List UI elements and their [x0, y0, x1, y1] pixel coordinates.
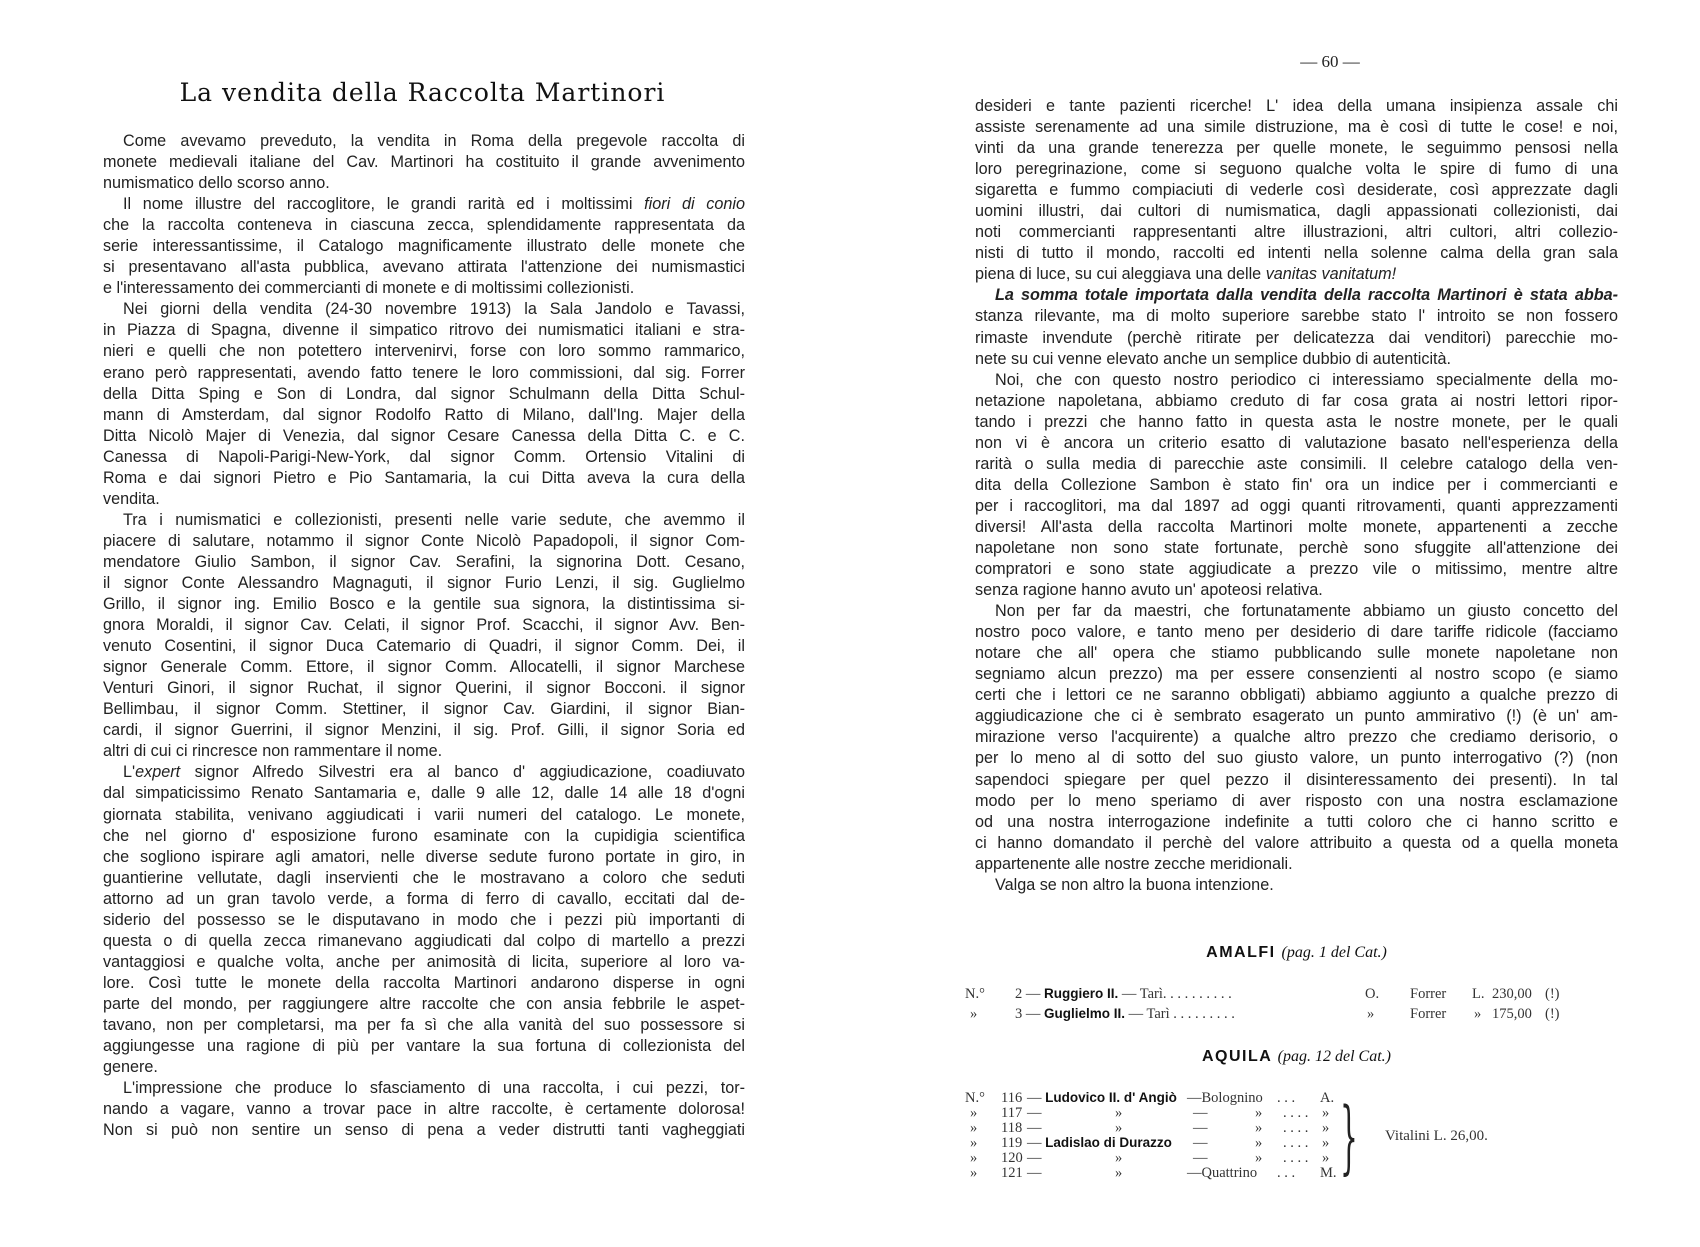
text-line: altri di cui ci rincresce non rammentare il nome.	[103, 742, 443, 761]
catalog-heading-amalfi: AMALFI (pag. 1 del Cat.)	[1206, 944, 1387, 961]
text-line: compratori e sono state aggiudicate a prezzo vile o mitissimo, mentre altre	[975, 560, 1618, 579]
text-line: della Ditta Sping e Son di Londra, dal signor Schulmann della Ditta Schul-	[103, 384, 745, 403]
text-line: Venturi Ginori, il signor Ruchat, il signor Querini, il signor Bocconi. il signor	[103, 679, 745, 698]
text-line: Bellimbau, il signor Comm. Stettiner, il signor Cav. Giardini, il signor Bian-	[103, 700, 745, 719]
text-line: noti commercianti rappresentanti altre illustrazioni, altri cultori, altri collezio-	[975, 223, 1618, 242]
text-line: lore. Così tutte le monete della raccolta Martinori andarono disperse in ogni	[103, 973, 745, 992]
text-line: Tra i numismatici e collezionisti, presenti nelle varie sedute, che avemmo il	[123, 510, 745, 529]
text-line: loro peregrinazione, come si seguono qualche volta le spire di fumo di una	[975, 160, 1618, 179]
text-line	[975, 285, 1618, 306]
text-line: erano però rappresentati, avendo fatto tenere le loro commissioni, dal sig. Forrer	[103, 363, 745, 382]
text-line: od una nostra interrogazione indefinite a tutti coloro che ci hanno scritto e	[975, 812, 1618, 831]
italic-phrase: fiori di conio	[644, 195, 745, 214]
italic-phrase: vanitas vanitatum!	[1265, 265, 1397, 284]
bold-italic-phrase: La somma totale importata dalla vendita della raccolta Martinori è stata abba-	[995, 286, 1618, 305]
article-title: La vendita della Raccolta Martinori	[179, 78, 666, 107]
left-column-text	[103, 131, 745, 1141]
text-line: che sogliono ispirare agli amatori, nelle diverse sedute furono portate in giro, in	[103, 847, 745, 866]
text-line: piena di luce, su cui aleggiava una delle vanitas vanitatum!	[975, 265, 1397, 284]
italic-word: expert	[135, 763, 181, 782]
text-line: rarità o sulla media di parecchie aste consimili. Il celebre catalogo della ven-	[975, 454, 1618, 473]
text-line: Canessa di Napoli-Parigi-New-York, dal signor Comm. Ortensio Vitalini di	[103, 447, 745, 466]
text-line: piacere di salutare, notammo il signor Conte Nicolò Papadopoli, il signor Com-	[103, 531, 745, 550]
text-line: Roma e dai signori Pietro e Pio Santamaria, la cui Ditta aveva la cura della	[103, 468, 745, 487]
right-column-text	[975, 96, 1618, 896]
text-line: parte del mondo, per raggiungere altre raccolte che con ansia febbrile le aspet-	[103, 994, 745, 1013]
text-line: Grillo, il signor ing. Emilio Bosco e la gentile sua signora, la distintissima si-	[103, 595, 745, 614]
text-line: signor Generale Comm. Ettore, il signor Comm. Allocatelli, il signor Marchese	[103, 658, 745, 677]
text-line: monete medievali italiane del Cav. Martinori ha costituito il grande avvenimento	[103, 153, 745, 172]
text-line: numismatico dello scorso anno.	[103, 174, 330, 193]
text-line: sapendoci spiegare per quel pezzo il disinteressamento dei presenti). In tal	[975, 770, 1618, 789]
text-line: genere.	[103, 1058, 158, 1077]
text-line: sigaretta e fummo compiaciuti di vederle così desiderate, così apprezzate dagli	[975, 181, 1618, 200]
catalog-heading-aquila: AQUILA (pag. 12 del Cat.)	[1201, 1048, 1391, 1065]
text-line: appartenente alle nostre zecche meridionali.	[975, 854, 1293, 873]
text-line: desideri e tante pazienti ricerche! L' idea della umana insipienza assale chi	[975, 97, 1618, 115]
text-line: rimaste invendute (perchè ritirate per delicatezza dai venditori) parecchie mo-	[975, 328, 1618, 347]
text-line: diversi! All'asta della raccolta Martinori molte monete, appartenenti a zecche	[975, 517, 1618, 536]
page-number: — 60 —	[1300, 52, 1360, 71]
text-line: che nel giorno d' esposizione furono esaminate con la cupidigia scientifica	[103, 826, 745, 845]
catalog-table-amalfi: N.° 2 — Ruggiero II. — Tarì. . . . . . . . . . O. Forrer L. 230,00 (!) » 3 — Guglielmo II. — Tarì . . . . . . . . . » Forrer » 175,00 (!)	[965, 986, 1560, 1022]
text-line: Ditta Nicolò Majer di Venezia, dal signor Cesare Canessa della Ditta C. e C.	[103, 426, 745, 445]
text-line: tavano, non per completarsi, ma per fa sì che alla vanità del suo possessore si	[103, 1015, 745, 1034]
text-line: mann di Amsterdam, dal signor Rodolfo Ratto di Milano, dall'Ing. Majer della	[103, 405, 745, 424]
text-line: stanza rilevante, ma di molto superiore sarebbe stato l' introito se non fossero	[975, 307, 1618, 326]
text-line: in Piazza di Spagna, divenne il simpatico ritrovo dei numismatici italiani e stra-	[103, 321, 745, 340]
text-line: aggiungesse una ragione di più per vantare la sua fortuna di collezionista del	[103, 1037, 745, 1056]
text-line: senza ragione hanno avuto un' apoteosi relativa.	[975, 581, 1323, 600]
text-line: vendita.	[103, 489, 160, 508]
text-line: mendatore Giulio Sambon, il signor Cav. Serafini, la signorina Dott. Cesano,	[103, 552, 745, 571]
text-line: il signor Conte Alessandro Magnaguti, il signor Furio Lenzi, il sig. Guglielmo	[103, 573, 745, 592]
text-line: Come avevamo preveduto, la vendita in Roma della pregevole raccolta di	[123, 132, 745, 150]
text-line: napoletane non sono state fortunate, perchè sono sfuggite all'attenzione dei	[975, 538, 1618, 557]
text-line: vantaggiosi e qualche volta, anche per animosità di licita, superiore al loro va-	[103, 952, 745, 971]
text-line: nando a vagare, vanno a trovar pace in altre raccolte, è certamente dolorosa!	[103, 1100, 745, 1119]
brace-icon: }	[1340, 1090, 1358, 1183]
text-line: si presentavano all'asta pubblica, avevano attirata l'attenzione dei numismastici	[103, 258, 745, 277]
text-line: nete su cui venne elevato anche un semplice dubbio di autenticità.	[975, 349, 1452, 368]
text-line: e l'interessamento dei commercianti di monete e di moltissimi collezionisti.	[103, 279, 635, 298]
text-line: assiste serenamente ad una simile distruzione, ma è così di tutte le cose! e noi,	[975, 118, 1618, 137]
text-line: L'expert signor Alfredo Silvestri era al banco d' aggiudicazione, coadiuvato	[123, 763, 745, 782]
text-line: non vi è ancora un criterio esatto di valutazione basato nell'esperienza della	[975, 433, 1618, 452]
text-line: netazione napoletana, abbiamo creduto di far cosa grata ai nostri lettori ripor-	[975, 391, 1618, 410]
text-line: nisti di tutto il mondo, raccolti ed intenti nella solenne calma della gran sala	[975, 244, 1618, 263]
text-line: Non per far da maestri, che fortunatamente abbiamo un giusto concetto del	[995, 602, 1618, 621]
text-line: ci hanno domandato il perchè del valore attribuito a questa od a quella moneta	[975, 833, 1618, 852]
text-line: modo per lo meno speriamo di aver risposto con una nostra esclamazione	[975, 791, 1618, 810]
right-page	[850, 0, 1700, 1247]
text-line: Non si può non sentire un senso di pena a veder distrutti tanti vagheggiati	[103, 1121, 745, 1140]
text-line: dal simpaticissimo Renato Santamaria e, dalle 9 alle 12, dalle 14 alle 18 d'ogni	[103, 784, 745, 803]
catalog-table-aquila: N.° 116 — Ludovico II. d' Angiò —Bolognino . . . A. » 117 — » — » . . . . » » 118 — » — » . . . . » » 119 — Ladislao di Durazzo — » . . . . » » 120 — » — » . . . . » » 121 — » —Quattrino . . . M. } Vitalini L. 26,00.	[965, 1090, 1488, 1183]
text-line: dita della Collezione Sambon è stato fin' ora un indice per i commercianti e	[975, 475, 1618, 494]
text-line: Valga se non altro la buona intenzione.	[995, 875, 1274, 894]
text-line: gnora Moraldi, il signor Cav. Celati, il signor Prof. Scacchi, il signor Avv. Ben-	[103, 616, 745, 635]
text-line: guantierine vellutate, dagli inservienti che le mostravano a coloro che seduti	[103, 868, 745, 887]
text-line: Il nome illustre del raccoglitore, le grandi rarità ed i moltissimi fiori di conio	[123, 195, 745, 214]
group-result: Vitalini L. 26,00.	[1385, 1128, 1488, 1144]
text-line: notare che all' opera che stiamo pubblicando sulle monete napoletane non	[975, 644, 1618, 663]
text-line: serie interessantissime, il Catalogo magnificamente illustrato delle monete che	[103, 237, 745, 256]
text-line: attorno ad un gran tavolo verde, a forma di ferro di cavallo, eccitati dal de-	[103, 889, 745, 908]
text-line: Nei giorni della vendita (24-30 novembre 1913) la Sala Jandolo e Tavassi,	[123, 300, 745, 319]
text-line: certi che i lettori ce ne saranno obbligati) abbiamo aggiunto a qualche prezzo di	[975, 686, 1618, 705]
text-line: aggiudicazione che ci è sembrato esagerato un punto ammirativo (!) (è un' am-	[975, 707, 1618, 726]
text-line: vinti da una grande tenerezza per quelle monete, le seguimmo pensosi nella	[975, 139, 1618, 158]
text-line: Noi, che con questo nostro periodico ci interessiamo specialmente della mo-	[995, 370, 1618, 389]
text-line: per lo meno al di sotto del suo giusto valore, un punto interrogativo (?) (non	[975, 749, 1618, 768]
text-line: nostro poco valore, e tanto meno per desiderio di dare tariffe ridicole (facciamo	[975, 623, 1618, 642]
text-line: cardi, il signor Guerrini, il signor Menzini, il sig. Prof. Gilli, il signor Soria ed	[103, 721, 745, 740]
text-line: siderio del possesso se le disputavano in modo che i pezzi più importanti di	[103, 910, 745, 929]
text-line: mirazione verso l'acquirente) a qualche altro prezzo che crediamo derisorio, o	[975, 728, 1618, 747]
text-line: giornata stabilita, venivano aggiudicati i varii numeri del catalogo. Le monete,	[103, 805, 745, 824]
text-line: venuto Cosentini, il signor Duca Catemario di Quadri, il signor Comm. Dei, il	[103, 637, 745, 656]
text-line: segniamo alcun prezzo) ma per essere consenzienti al nostro scopo (e siamo	[975, 665, 1618, 684]
text-line: che la raccolta conteneva in ciascuna zecca, splendidamente rappresentata da	[103, 216, 745, 235]
text-line: L'impressione che produce lo sfasciamento di una raccolta, i cui pezzi, tor-	[123, 1079, 745, 1098]
text-line: uomini illustri, dai cultori di numismatica, dagli appassionati collezionisti, dai	[975, 202, 1618, 221]
text-line: per i raccoglitori, ma dal 1897 ad oggi quanti ritrovamenti, quanti apprezzamenti	[975, 496, 1618, 515]
text-line: tando i prezzi che hanno fatto in questa asta le nostre monete, per le quali	[975, 412, 1618, 431]
text-line: questa o di quella zecca rimanevano aggiudicati dal colpo di martello a prezzi	[103, 931, 745, 950]
text-line: nieri e quelli che non potettero intervenirvi, forse con loro sommo rammarico,	[103, 342, 745, 361]
